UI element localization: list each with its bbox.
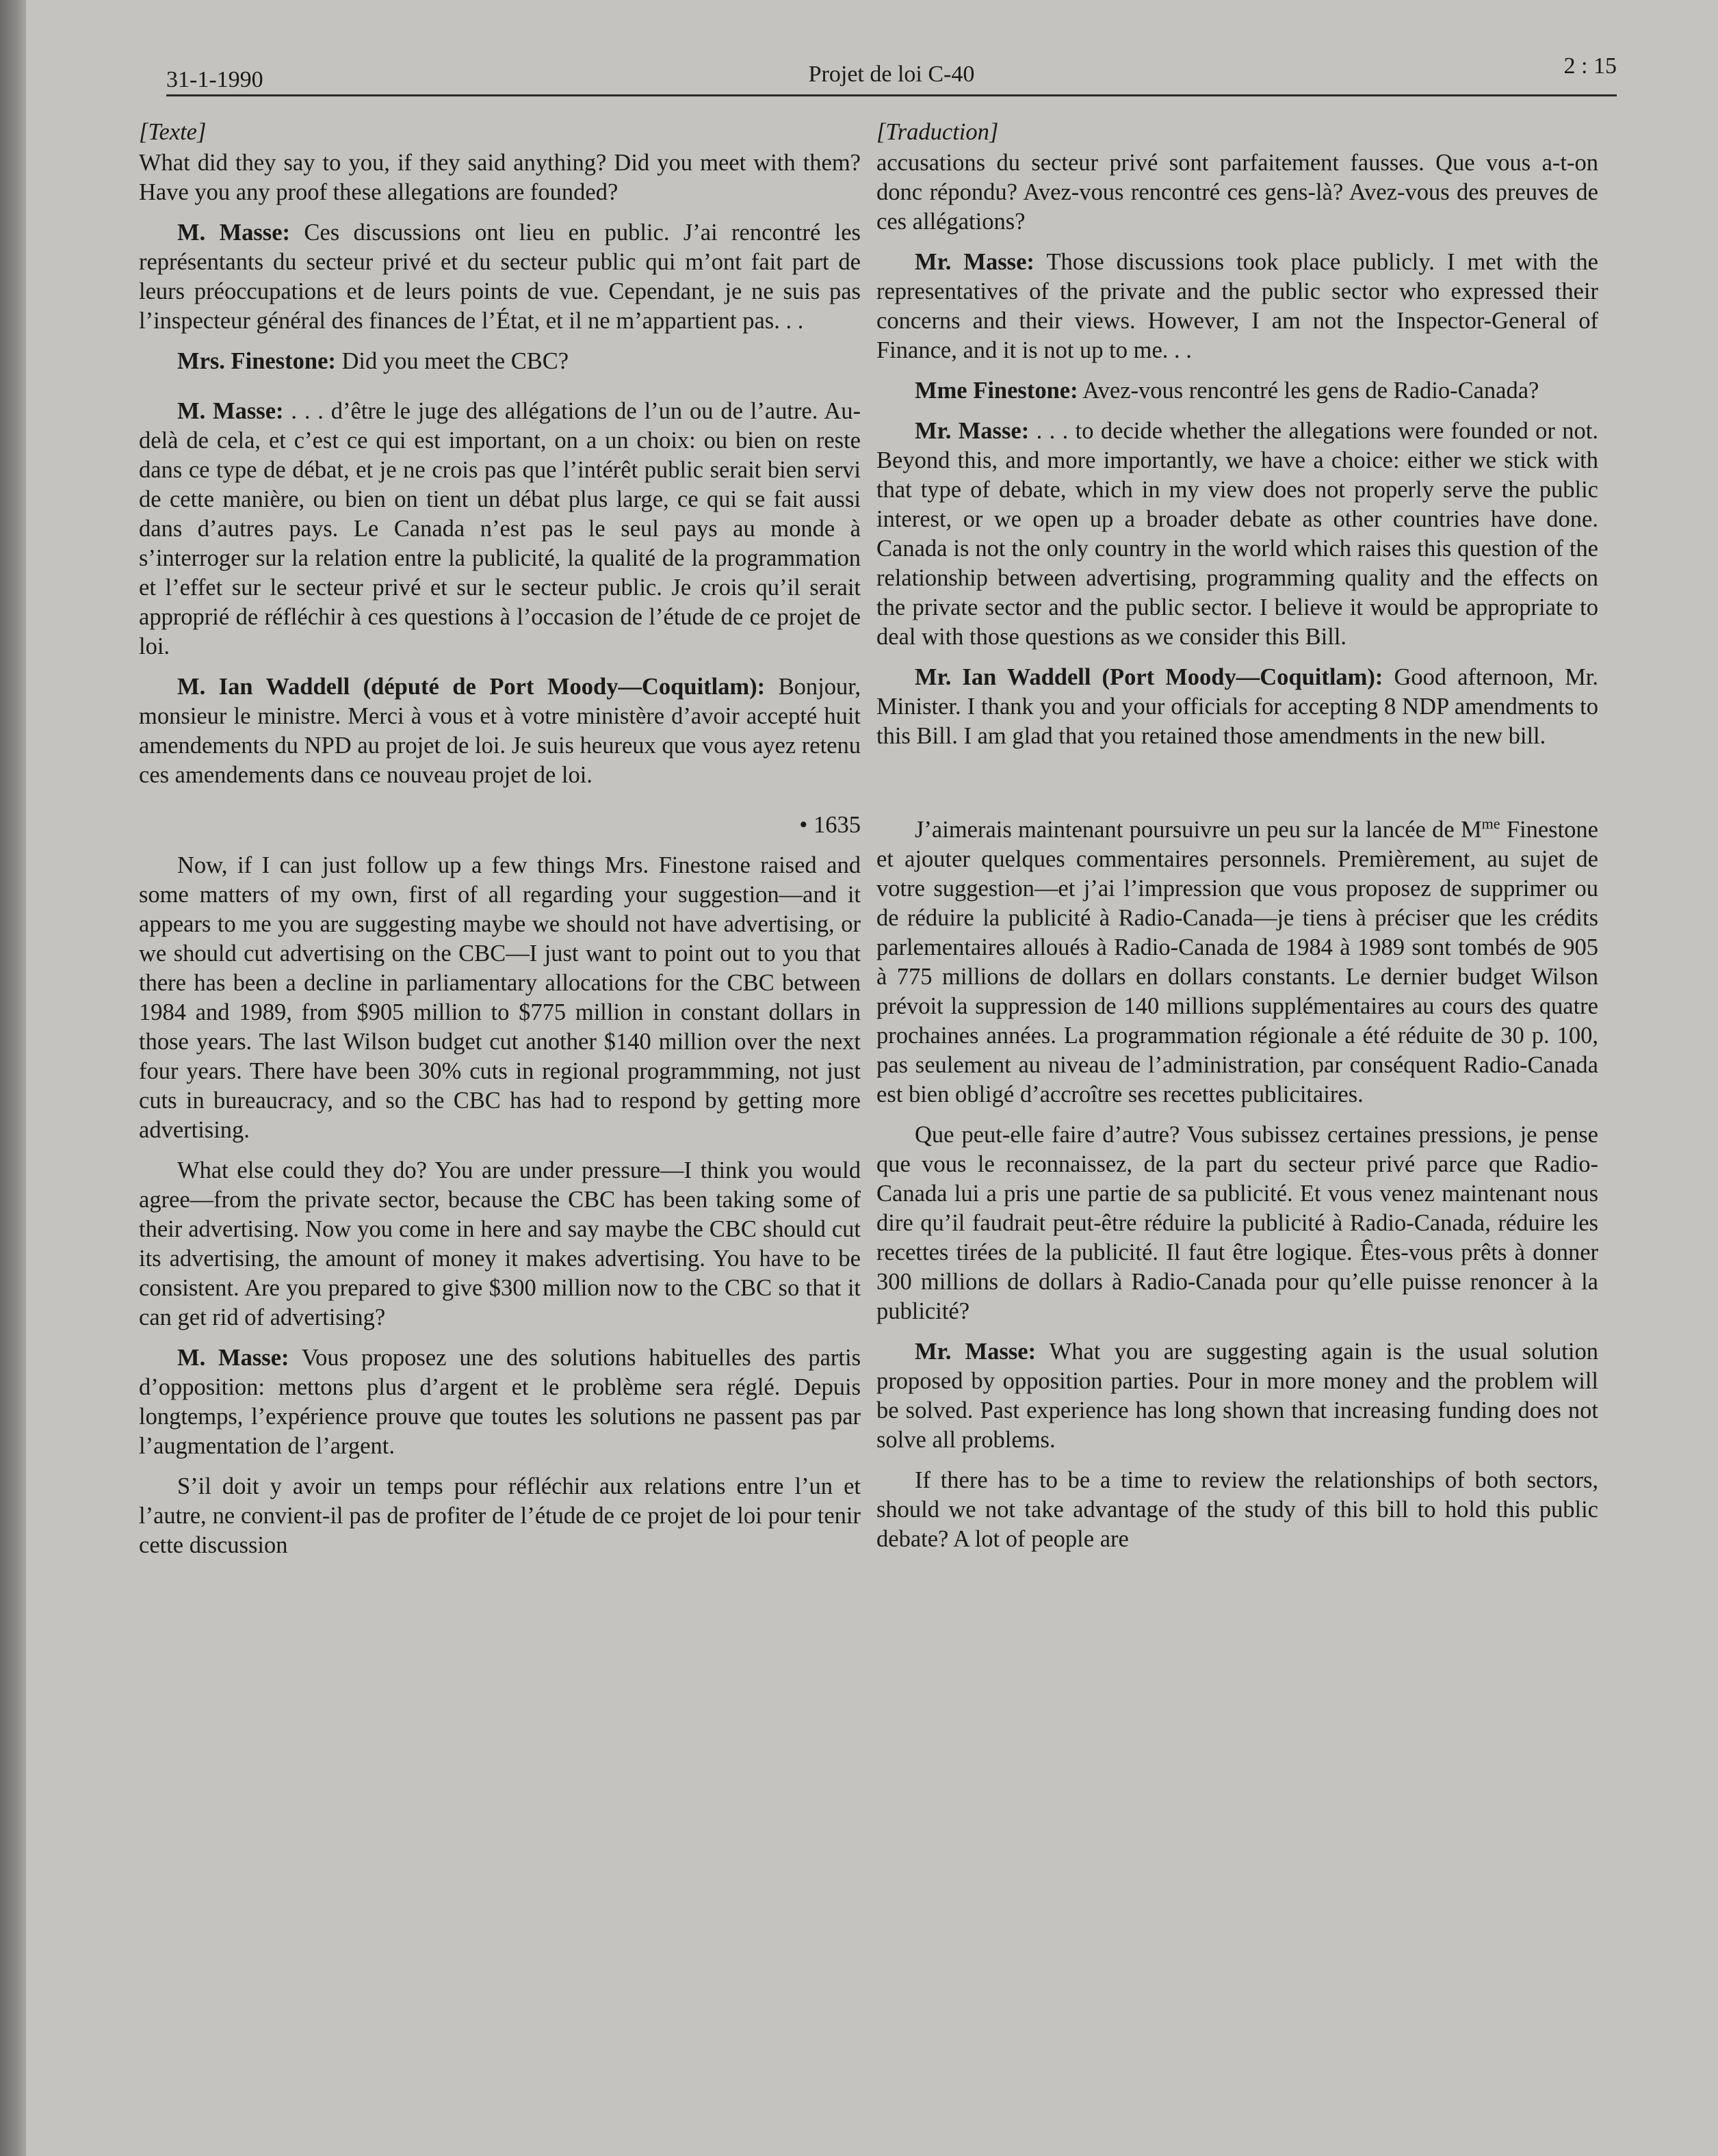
paragraph-text: Finestone et ajouter quelques commentaires personnels. Premièrement, au sujet de votre suggestion—et j’ai l’impression que vous proposez de supprimer ou de réduire la publicité à Radio-Canada—je tiens à préciser que les crédits parlementaires alloués à Radio-Canada de 1984 à 1989 sont tombés de 905 à 775 millions de dollars en dollars constants. Le dernier budget Wilson prévoit la suppression de 140 millions supplémentaires au cours des quatre prochaines années. La programmation régionale a été réduite de 30 p. 100, pas seulement au niveau de l’administration, par conséquent Radio-Canada est bien obligé d’accroître ses recettes publicitaires. — [876, 817, 1598, 1107]
speaker-name: Mme Finestone: — [915, 378, 1078, 404]
speaker-name: Mr. Masse: — [915, 1339, 1037, 1365]
speech — [139, 397, 861, 661]
speaker-name: M. Masse: — [177, 1345, 289, 1371]
speech — [139, 347, 861, 376]
speech-text: . . . to decide whether the allegations were founded or not. Beyond this, and more importantly, we have a choice: either we stick with that type of debate, which in my view does not properly serve the public interest, or we open up a broader debate as other countries have done. Canada is not the only country in the world which raises this question of the relationship between advertising, programming quality and the effects on the private sector and the public sector. I believe it would be appropriate to deal with those questions as we consider this Bill. — [876, 418, 1598, 650]
speaker-name: Mrs. Finestone: — [177, 348, 336, 374]
speech — [139, 672, 861, 790]
speaker-name: M. Masse: — [177, 220, 291, 246]
speaker-name: Mr. Masse: — [915, 418, 1030, 444]
speech — [876, 663, 1598, 751]
section-tag: [Traduction] — [876, 119, 999, 145]
speech-text: . . . d’être le juge des allégations de l’un ou de l’autre. Au-delà de cela, et c’est ce qui est important, on a un choix: ou bien on reste dans ce type de débat, et je ne crois pas que l’intérêt public serait bien servi de cette manière, ou bien on tient un débat plus large, ce qui se fait aussi dans d’autres pays. Le Canada n’est pas le seul pays au monde à s’interroger sur la relation entre la publicité, la qualité de la programmation et l’effet sur le secteur privé et sur le secteur public. Je crois qu’il serait approprié de réfléchir à ces questions à l’occasion de l’étude de ce projet de loi. — [139, 398, 861, 659]
header-title: Projet de loi C-40 — [808, 62, 975, 87]
spacer — [139, 376, 861, 386]
paragraph: Now, if I can just follow up a few things Mrs. Finestone raised and some matters of my own, first of all regarding your suggestion—and it appears to me you are suggesting maybe we should not have advertising, or we should cut advertising on the CBC—I just want to point out to you that there has been a decline in parliamentary allocations for the CBC between 1984 and 1989, from $905 million to $775 million in constant dollars in those years. The last Wilson budget cut another $140 million over the next four years. There have been 30% cuts in regional programmming, not just cuts in bureaucracy, and so the CBC has had to respond by getting more advertising. — [139, 852, 861, 1143]
binding-edge — [0, 0, 26, 2156]
paragraph: What else could they do? You are under pressure—I think you would agree—from the private sector, because the CBC has been taking some of their advertising. Now you come in here and say maybe the CBC should cut its advertising, the amount of money it makes advertising. You have to be consistent. Are you prepared to give $300 million now to the CBC so that it can get rid of advertising? — [139, 1157, 861, 1330]
paragraph — [876, 815, 1598, 1109]
speech — [876, 376, 1598, 406]
speech-text: Avez-vous rencontré les gens de Radio-Canada? — [1078, 378, 1539, 404]
running-header — [166, 53, 1617, 96]
spacer — [876, 751, 1598, 804]
speech-text: Did you meet the CBC? — [335, 348, 569, 374]
page-number: 2 : 15 — [1563, 53, 1617, 79]
speech-text: What you are suggesting again is the usual solution proposed by opposition parties. Pour in more money and the problem will be solved. Past experience has long shown that increasing funding does not solve all problems. — [876, 1339, 1598, 1453]
superscript: me — [1481, 815, 1500, 832]
speaker-name: Mr. Masse: — [915, 249, 1034, 275]
speech-text: Those discussions took place publicly. I met with the representatives of the private and the public sector who expressed their concerns and their views. However, I am not the Inspector-General of Finance, and it is not up to me. . . — [876, 249, 1598, 363]
speech — [876, 1337, 1598, 1455]
paragraph: If there has to be a time to review the relationships of both sectors, should we not take advantage of the study of this bill to hold this public debate? A lot of people are — [876, 1467, 1598, 1552]
speech-text: Good afternoon, Mr. Minister. I thank you and your officials for accepting 8 NDP amendments to this Bill. I am glad that you retained those amendments in the new bill. — [876, 664, 1598, 749]
speech-text: Vous proposez une des solutions habituelles des partis d’opposition: mettons plus d’argent et le problème sera réglé. Depuis longtemps, l’expérience prouve que toutes les solutions ne passent pas par l’augmentation de l’argent. — [139, 1345, 861, 1459]
paragraph: S’il doit y avoir un temps pour réfléchir aux relations entre l’un et l’autre, ne convient-il pas de profiter de l’étude de ce projet de loi pour tenir cette discussion — [139, 1473, 861, 1558]
speaker-name: Mr. Ian Waddell (Port Moody—Coquitlam): — [915, 664, 1383, 690]
speech — [876, 417, 1598, 652]
timestamp: • 1635 — [799, 812, 861, 838]
section-tag: [Texte] — [139, 119, 207, 145]
speech-text: Ces discussions ont lieu en public. J’ai rencontré les représentants du secteur privé et du secteur public qui m’ont fait part de leurs préoccupations et de leurs points de vue. Cependant, je ne suis pas l’inspecteur général des finances de l’État, et il ne m’appartient pas. . . — [139, 220, 861, 334]
paragraph: Que peut-elle faire d’autre? Vous subissez certaines pressions, je pense que vous le reconnaissez, de la part du secteur privé parce que Radio-Canada lui a pris une partie de sa publicité. Et vous venez maintenant nous dire qu’il faudrait peut-être réduire la publicité à Radio-Canada, réduire les recettes tirées de la publicité. Il faut être logique. Êtes-vous prêts à donner 300 millions de dollars à Radio-Canada pour qu’elle puisse renoncer à la publicité? — [876, 1122, 1598, 1324]
paragraph-text: J’aimerais maintenant poursuivre un peu sur la lancée de M — [915, 817, 1482, 843]
speech-text: Bonjour, monsieur le ministre. Merci à vous et à votre ministère d’avoir accepté huit amendements du NPD au projet de loi. Je suis heureux que vous ayez retenu ces amendements dans ce nouveau projet de loi. — [139, 674, 861, 788]
page — [26, 0, 1718, 2156]
speech — [139, 1343, 861, 1461]
speech — [139, 218, 861, 336]
speech — [876, 248, 1598, 365]
left-column — [139, 118, 861, 1560]
right-column — [876, 118, 1598, 1554]
speaker-name: M. Ian Waddell (député de Port Moody—Coquitlam): — [177, 674, 766, 700]
speaker-name: M. Masse: — [177, 398, 284, 424]
paragraph: What did they say to you, if they said anything? Did you meet with them? Have you any proof these allegations are founded? — [139, 150, 861, 205]
paragraph: accusations du secteur privé sont parfaitement fausses. Que vous a-t-on donc répondu? Avez-vous rencontré ces gens-là? Avez-vous des preuves de ces allégations? — [876, 150, 1598, 235]
header-date: 31-1-1990 — [166, 67, 263, 92]
